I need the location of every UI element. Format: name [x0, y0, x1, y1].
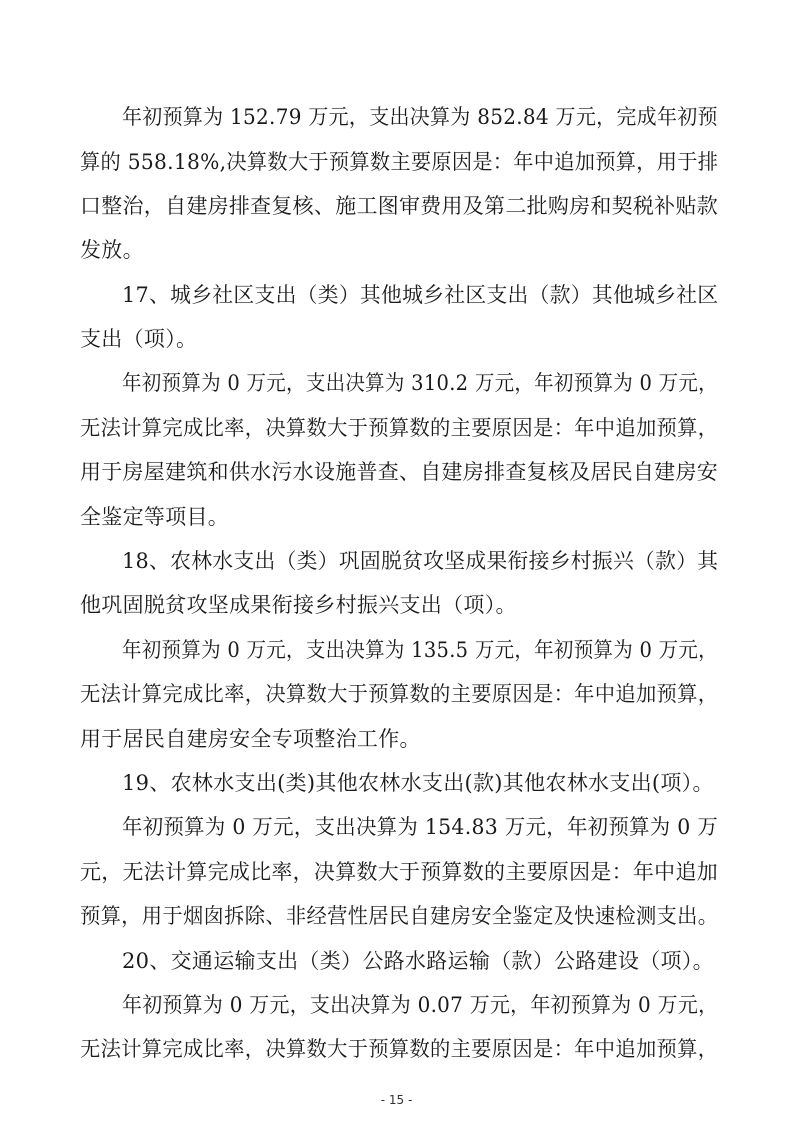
- text-line: 无法计算完成比率，决算数大于预算数的主要原因是：年中追加预算，: [80, 682, 719, 706]
- text-line: 无法计算完成比率，决算数大于预算数的主要原因是：年中追加预算，: [80, 416, 719, 440]
- text-line: 发放。: [80, 238, 144, 262]
- text-line: 年初预算为 0 万元，支出决算为 135.5 万元，年初预算为 0 万元，: [122, 638, 718, 662]
- text-line: 用于居民自建房安全专项整治工作。: [80, 727, 421, 751]
- text-line: 他巩固脱贫攻坚成果衔接乡村振兴支出（项）。: [80, 593, 517, 617]
- text-line: 元，无法计算完成比率，决算数大于预算数的主要原因是：年中追加: [80, 860, 718, 884]
- text-line: 19、农林水支出(类)其他农林水支出(款)其他农林水支出(项）。: [122, 771, 714, 795]
- text-line: 年初预算为 152.79 万元，支出决算为 852.84 万元，完成年初预: [122, 105, 718, 129]
- text-line: 算的 558.18%,决算数大于预算数主要原因是：年中追加预算，用于排: [80, 150, 719, 174]
- text-line: 18、农林水支出（类）巩固脱贫攻坚成果衔接乡村振兴（款）其: [122, 549, 719, 573]
- page-number: - 15 -: [380, 1093, 413, 1107]
- text-line: 无法计算完成比率，决算数大于预算数的主要原因是：年中追加预算，: [80, 1037, 719, 1061]
- text-line: 全鉴定等项目。: [80, 505, 230, 529]
- text-line: 口整治，自建房排查复核、施工图审费用及第二批购房和契税补贴款: [80, 194, 718, 218]
- text-line: 年初预算为 0 万元，支出决算为 310.2 万元，年初预算为 0 万元，: [122, 371, 718, 395]
- text-line: 支出（项）。: [80, 327, 198, 351]
- text-line: 预算，用于烟囱拆除、非经营性居民自建房安全鉴定及快速检测支出。: [80, 904, 719, 928]
- text-line: 17、城乡社区支出（类）其他城乡社区支出（款）其他城乡社区: [122, 283, 719, 307]
- text-line: 20、交通运输支出（类）公路水路运输（款）公路建设（项）。: [122, 949, 714, 973]
- text-line: 年初预算为 0 万元，支出决算为 0.07 万元，年初预算为 0 万元，: [122, 993, 719, 1017]
- text-line: 用于房屋建筑和供水污水设施普查、自建房排查复核及居民自建房安: [80, 460, 718, 484]
- text-line: 年初预算为 0 万元，支出决算为 154.83 万元，年初预算为 0 万: [122, 815, 719, 839]
